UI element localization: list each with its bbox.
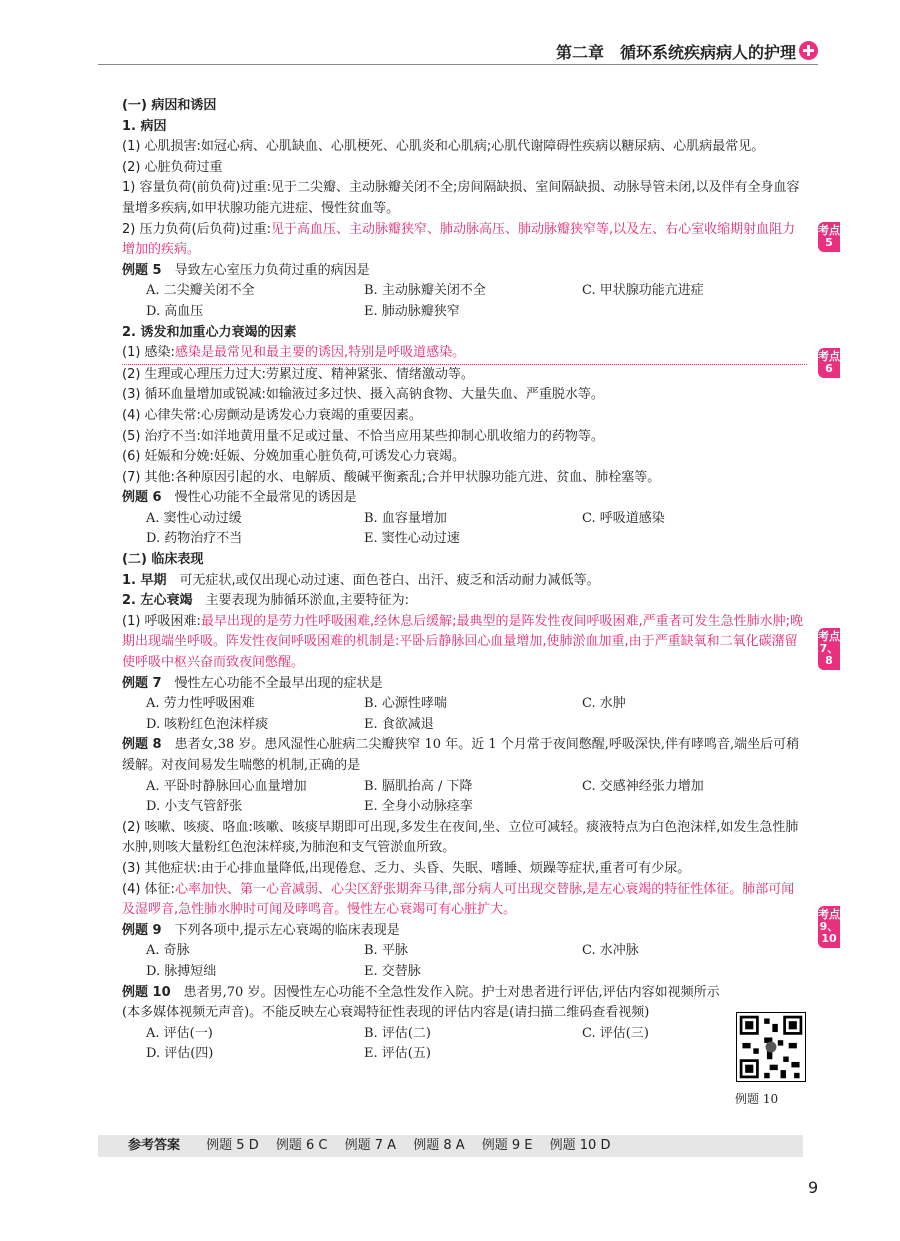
highlight-text: 最早出现的是劳力性呼吸困难,经休息后缓解;最典型的是阵发性夜间呼吸困难,严重者可发生急性肺水肿;晚期出现端坐呼吸。阵发性夜间呼吸困难的机制是:平卧后静脉回心血量增加,使肺淤血加重,由于严重缺氧和二氧化碳潴留使呼吸中枢兴奋而致夜间憋醒。 xyxy=(122,613,803,671)
answer-item: 例题 5 D xyxy=(206,1138,259,1153)
example-label: 例题 10 xyxy=(122,984,171,1000)
paragraph: (3) 循环血量增加或锐减:如输液过多过快、摄入高钠食物、大量失血、严重脱水等。 xyxy=(122,387,604,403)
qr-caption: 例题 10 xyxy=(735,1092,779,1106)
subsection-heading: 1. 病因 xyxy=(122,118,167,134)
medical-cross-icon xyxy=(799,41,818,60)
options xyxy=(122,941,807,982)
option: B. 评估(二) xyxy=(364,1025,431,1041)
example-question xyxy=(122,674,807,695)
paragraph: (2) 生理或心理压力过大:劳累过度、精神紧张、情绪激动等。 xyxy=(122,366,474,382)
page-header xyxy=(98,38,818,65)
question-text: 患者女,38 岁。患风湿性心脏病二尖瓣狭窄 10 年。近 1 个月常于夜间憋醒,呼吸深快,伴有哮鸣音,端坐后可稍缓解。对夜间易发生喘憋的机制,正确的是 xyxy=(122,737,800,773)
text-span: (1) 呼吸困难: xyxy=(122,613,201,629)
option: D. 评估(四) xyxy=(146,1046,214,1062)
highlight-text: 感染是最常见和最主要的诱因,特别是呼吸道感染。 xyxy=(174,345,466,361)
option: D. 脉搏短绌 xyxy=(146,963,217,979)
paragraph: (4) 心律失常:心房颤动是诱发心力衰竭的重要因素。 xyxy=(122,407,422,423)
paragraph xyxy=(122,343,807,365)
paragraph: (3) 其他症状:由于心排血量降低,出现倦怠、乏力、头昏、失眠、嗜睡、烦躁等症状,重者可有少尿。 xyxy=(122,860,691,876)
option: C. 水冲脉 xyxy=(582,943,639,959)
paragraph xyxy=(122,880,807,921)
option: D. 药物治疗不当 xyxy=(146,531,243,547)
example-question xyxy=(122,921,807,942)
answer-item: 例题 9 E xyxy=(481,1138,533,1153)
option: B. 膈肌抬高 / 下降 xyxy=(364,778,473,794)
option: C. 交感神经张力增加 xyxy=(582,778,704,794)
example-question xyxy=(122,488,807,509)
question-text: 下列各项中,提示左心衰竭的临床表现是 xyxy=(174,922,400,938)
option: E. 食欲减退 xyxy=(364,716,434,732)
option: D. 高血压 xyxy=(146,303,204,319)
text-span: 可无症状,或仅出现心动过速、面色苍白、出汗、疲乏和活动耐力减低等。 xyxy=(179,572,600,588)
option: E. 评估(五) xyxy=(364,1046,431,1062)
question-text: 慢性心功能不全最常见的诱因是 xyxy=(174,490,357,506)
chapter-title: 第二章 循环系统疾病病人的护理 xyxy=(555,43,796,62)
paragraph: (2) 咳嗽、咳痰、咯血:咳嗽、咳痰早期即可出现,多发生在夜间,坐、立位可减轻。痰液特点为白色泡沫样,如发生急性肺水肿,则咳大量粉红色泡沫样痰,为肺泡和支气管淤血所致。 xyxy=(122,819,799,856)
answer-item: 例题 8 A xyxy=(413,1138,465,1153)
example-label: 例题 6 xyxy=(122,490,162,506)
option: B. 心源性哮喘 xyxy=(364,696,447,712)
answer-key xyxy=(98,1135,803,1157)
paragraph: (7) 其他:各种原因引起的水、电解质、酸碱平衡紊乱;合并甲状腺功能亢进、贫血、肺栓塞等。 xyxy=(122,469,661,485)
page-number: 9 xyxy=(808,1178,819,1197)
answer-item: 例题 6 C xyxy=(275,1138,328,1153)
paragraph xyxy=(122,220,807,261)
paragraph: (1) 心肌损害:如冠心病、心肌缺血、心肌梗死、心肌炎和心肌病;心肌代谢障碍性疾病以糖尿病、心肌病最常见。 xyxy=(122,139,765,155)
example-label: 例题 5 xyxy=(122,262,162,278)
highlight-text: 见于高血压、主动脉瓣狭窄、肺动脉高压、肺动脉瓣狭窄等,以及左、右心室收缩期射血阻力增加的疾病。 xyxy=(122,221,796,258)
qr-code-icon[interactable] xyxy=(736,1012,806,1082)
options xyxy=(122,281,807,322)
kaodian-tab: 考点5 xyxy=(818,222,840,252)
kaodian-tab: 考点9、10 xyxy=(818,906,840,948)
paragraph: (2) 心脏负荷过重 xyxy=(122,159,223,175)
option: C. 甲状腺功能亢进症 xyxy=(582,283,704,299)
option: E. 窦性心动过速 xyxy=(364,531,460,547)
option: A. 奇脉 xyxy=(146,943,190,959)
option: D. 咳粉红色泡沫样痰 xyxy=(146,716,269,732)
subsection-heading: 1. 早期 xyxy=(122,572,167,588)
option: B. 主动脉瓣关闭不全 xyxy=(364,283,486,299)
paragraph xyxy=(122,571,807,592)
subsection-heading: 2. 诱发和加重心力衰竭的因素 xyxy=(122,324,297,340)
options xyxy=(122,694,807,735)
option: E. 全身小动脉痉挛 xyxy=(364,799,473,815)
text-span: (4) 体征: xyxy=(122,881,175,897)
section-heading: (二) 临床表现 xyxy=(122,552,204,568)
options xyxy=(122,777,807,818)
answer-item: 例题 7 A xyxy=(344,1138,397,1153)
option: C. 评估(三) xyxy=(582,1025,649,1041)
answer-item: 例题 10 D xyxy=(549,1138,611,1153)
paragraph xyxy=(122,612,807,674)
options xyxy=(122,1024,807,1065)
kaodian-tab: 考点6 xyxy=(818,348,840,378)
section-heading: (一) 病因和诱因 xyxy=(122,98,217,113)
option: E. 交替脉 xyxy=(364,963,421,979)
question-text: 导致左心室压力负荷过重的病因是 xyxy=(174,262,370,278)
highlight-text: 心率加快、第一心音减弱、心尖区舒张期奔马律,部分病人可出现交替脉,是左心衰竭的特征性体征。肺部可闻及湿啰音,急性肺水肿时可闻及哮鸣音。慢性左心衰竭可有心脏扩大。 xyxy=(122,881,795,918)
option: A. 窦性心动过缓 xyxy=(146,510,242,526)
option: E. 肺动脉瓣狭窄 xyxy=(364,303,460,319)
paragraph: (6) 妊娠和分娩:妊娠、分娩加重心脏负荷,可诱发心力衰竭。 xyxy=(122,449,466,465)
text-span: (1) 感染: xyxy=(122,345,175,361)
option: A. 评估(一) xyxy=(146,1025,213,1041)
option: A. 劳力性呼吸困难 xyxy=(146,696,255,712)
example-question xyxy=(122,261,807,282)
option: C. 呼吸道感染 xyxy=(582,510,665,526)
main-content xyxy=(122,96,807,1065)
option: B. 平脉 xyxy=(364,943,408,959)
example-label: 例题 9 xyxy=(122,922,162,938)
option: C. 水肿 xyxy=(582,696,626,712)
example-question xyxy=(122,735,807,776)
question-text: 慢性左心功能不全最早出现的症状是 xyxy=(174,675,383,691)
paragraph: (5) 治疗不当:如洋地黄用量不足或过量、不恰当应用某些抑制心肌收缩力的药物等。 xyxy=(122,428,604,444)
option: A. 二尖瓣关闭不全 xyxy=(146,283,255,299)
option: D. 小支气管舒张 xyxy=(146,799,243,815)
text-span: 2) 压力负荷(后负荷)过重: xyxy=(122,221,271,237)
kaodian-tab: 考点7、8 xyxy=(818,628,840,670)
example-label: 例题 7 xyxy=(122,675,162,691)
option: A. 平卧时静脉回心血量增加 xyxy=(146,778,307,794)
example-label: 例题 8 xyxy=(122,737,162,753)
option: B. 血容量增加 xyxy=(364,510,447,526)
question-text: 患者男,70 岁。因慢性左心功能不全急性发作入院。护士对患者进行评估,评估内容如视频所示(本多媒体视频无声音)。不能反映左心衰竭特征性表现的评估内容是(请扫描二维码查看视频) xyxy=(122,984,720,1021)
paragraph xyxy=(122,591,807,612)
subsection-heading: 2. 左心衰竭 xyxy=(122,593,193,609)
example-question xyxy=(122,983,722,1024)
text-span: 主要表现为肺循环淤血,主要特征为: xyxy=(205,593,410,609)
answer-label: 参考答案 xyxy=(128,1138,181,1153)
options xyxy=(122,509,807,550)
paragraph: 1) 容量负荷(前负荷)过重:见于二尖瓣、主动脉瓣关闭不全;房间隔缺损、室间隔缺损、动脉导管未闭,以及伴有全身血容量增多疾病,如甲状腺功能亢进症、慢性贫血等。 xyxy=(122,180,800,216)
